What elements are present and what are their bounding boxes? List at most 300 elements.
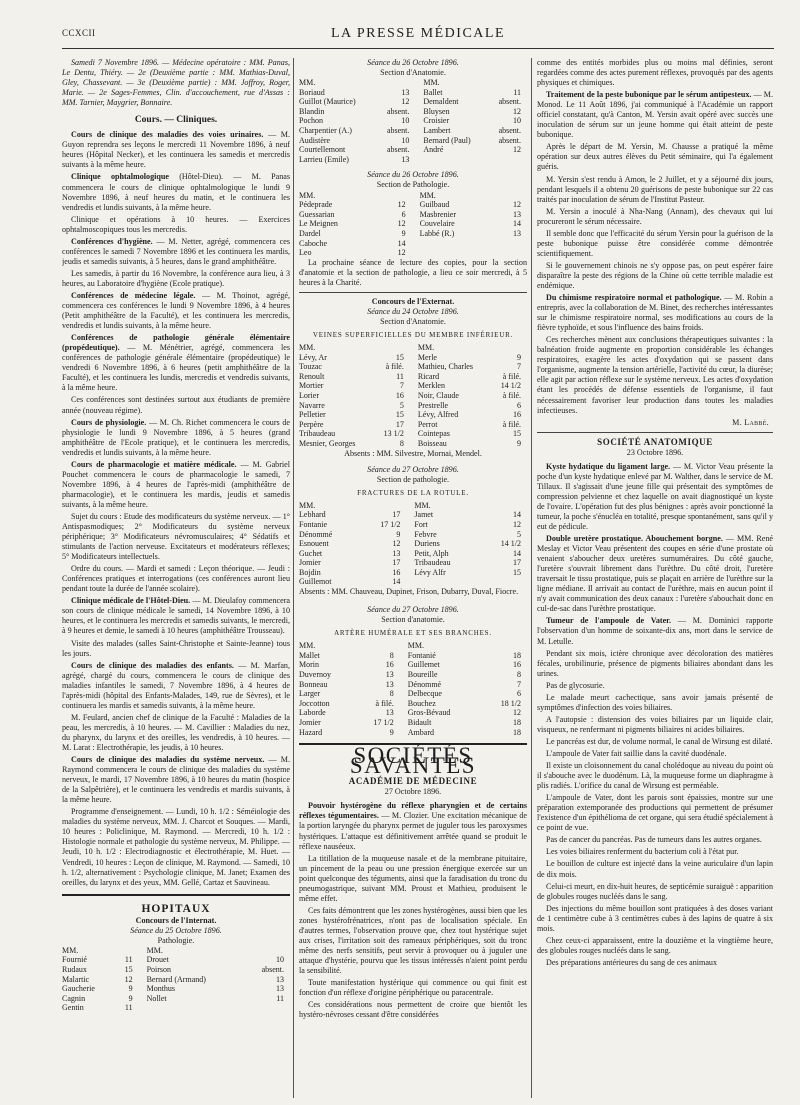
gutter — [410, 381, 418, 391]
exam-subject: VEINES SUPERFICIELLES DU MEMBRE INFÉRIEUR. — [312, 330, 514, 339]
header-rule — [62, 48, 774, 49]
absents-line: Absents : MM. Silvestre, Mornai, Mendel. — [344, 448, 482, 458]
candidate-score: absent. — [498, 135, 521, 145]
gutter — [139, 1003, 147, 1013]
table-row — [299, 728, 527, 738]
candidate-score: 17 1/2 — [373, 718, 394, 728]
gutter — [410, 439, 418, 449]
candidate-score: 17 — [392, 510, 401, 520]
candidate-name: Fort — [414, 519, 428, 529]
gutter — [400, 670, 408, 680]
article-paragraph: Cours de physiologie. — M. Ch. Richet commencera le cours de physiologie le lundi 9 Novembre 1896, à 5 heures (grand amphithéâtre de l'Ecole pratique), et le continuera les mercredis, vendredis et lundis suivants, à la même heure. — [62, 417, 290, 457]
session-section: Section d'anatomie. — [381, 615, 445, 625]
candidate-score: 9 — [128, 993, 133, 1003]
candidate-score: 15 — [513, 567, 521, 577]
candidate-name: Gentin — [62, 1003, 84, 1013]
table-row — [299, 530, 527, 540]
table-row — [62, 955, 290, 965]
gutter — [139, 984, 147, 994]
table-row — [299, 439, 527, 449]
table-row — [299, 549, 527, 559]
candidate-score: 13 — [385, 670, 394, 680]
article-paragraph: Ces faits démontrent que les zones hystérogènes, aussi bien que les zones hystérofrénatrices, n'ont pas de localisation spéciale. En d'autres termes, l'observation prouve que, chez tout hystérique sujet aux crises, l'irritation soit des rameaux périphériques, soit du tronc même des nerfs sensitifs, peut servir à provoquer ou à juguler une attaque d'hystérie, pourvu que les tissus intéressés n'aient point perdu la sensibilité. — [299, 905, 527, 976]
article-paragraph: L'ampoule de Vater fait saillie dans la cavité duodénale. — [546, 749, 727, 758]
candidate-name: Boureille — [407, 670, 438, 680]
candidate-name — [423, 155, 488, 165]
candidate-score: à filé. — [385, 362, 404, 372]
column-left — [62, 58, 290, 1103]
results-table — [62, 946, 290, 1013]
candidate-score: 12 — [397, 248, 406, 258]
candidate-name: Hazard — [299, 727, 323, 737]
candidate-score: 8 — [517, 670, 521, 680]
table-row — [299, 568, 527, 578]
candidate-name: Bonneau — [299, 679, 328, 689]
candidate-name: Bojdin — [299, 567, 321, 577]
section-title-cours: Cours. — Cliniques. — [134, 115, 218, 126]
article-paragraph: Ordre du cours. — Mardi et samedi : Leçon théorique. — Jeudi : Conférences pratiques et interrogations (ces conférences auront lieu pendant toute la durée de l'année scolaire). — [62, 564, 290, 594]
article-paragraph: Le bouillon de culture est injecté dans la veine auriculaire d'un lapin de dix mois. — [537, 859, 773, 879]
candidate-name: Jamet — [414, 510, 434, 520]
candidate-name: Guillemot — [299, 577, 332, 587]
table-row — [299, 670, 527, 680]
candidate-score — [244, 1003, 290, 1013]
candidate-score: 15 — [395, 352, 404, 362]
article-paragraph: Il semble donc que l'efficacité du sérum Yersin pour la guérison de la peste bubonique puisse être considérée comme démontrée scientifiquement. — [537, 228, 773, 258]
session-section: Section d'Anatomie. — [380, 68, 446, 78]
candidate-name: Bidault — [407, 718, 432, 728]
notice-paragraph: La prochaine séance de lecture des copies, pour la section d'anatomie et la section de pathologie, a lieu ce soir mercredi, à 5 heures à la Charité. — [299, 257, 527, 287]
candidate-name: Cagnin — [62, 993, 86, 1003]
candidate-score: 12 — [513, 200, 521, 210]
candidate-score: 17 — [395, 419, 404, 429]
table-row — [299, 372, 527, 382]
candidate-name: Ballet — [423, 87, 443, 97]
author-signature: M. Labbé. — [732, 417, 769, 427]
candidate-name: Guilbaud — [419, 200, 450, 210]
table-row — [299, 718, 527, 728]
article-paragraph: Celui-ci meurt, en dix-huit heures, de septicémie suraiguë : apparition de globules rouges nucléés dans le sang. — [537, 881, 773, 901]
table-header-row: MM. MM. — [299, 78, 440, 88]
table-row — [299, 699, 527, 709]
candidate-name: Boisseau — [417, 438, 447, 448]
candidate-name: Drouet — [146, 955, 169, 965]
table-row — [299, 219, 527, 229]
candidate-score: 15 — [513, 429, 521, 439]
table-header-row: MM. MM. — [299, 343, 435, 353]
candidate-score: 9 — [389, 727, 394, 737]
candidate-score: absent. — [386, 106, 410, 116]
societes-savantes-heading: SOCIÉTÉS SAVANTES — [349, 743, 477, 779]
section-rule — [62, 894, 290, 896]
candidate-name: Bernard (Paul) — [423, 135, 471, 145]
candidate-score — [497, 239, 527, 249]
candidate-score: 16 — [385, 660, 394, 670]
article-paragraph: M. Feulard, ancien chef de clinique de la Faculté : Maladies de la peau, les mercredis, à 10 heures. — M. Cavillier : Maladies du nez, du pharynx, du larynx et des oreilles, les vendredis, à 10 heures. — M. Larat : Electrothérapie, les jeudis, à 10 heures. — [62, 712, 290, 752]
candidate-score: 13 1/2 — [383, 429, 404, 439]
gutter — [410, 353, 418, 363]
results-table — [299, 78, 527, 164]
internat-title: Concours de l'Internat. — [135, 915, 217, 925]
table-row — [299, 136, 527, 146]
absents-line: Absents : MM. Chauveau, Dupinet, Frison, Dubarry, Duval, Fiocre. — [299, 587, 519, 597]
candidate-score: 14 — [392, 577, 401, 587]
gutter — [410, 362, 418, 372]
candidate-score: 12 — [513, 708, 521, 718]
candidate-name: Pochon — [299, 116, 323, 126]
gutter — [406, 577, 414, 587]
candidate-score: 9 — [396, 529, 401, 539]
candidate-score: 10 — [401, 135, 410, 145]
gutter — [406, 510, 414, 520]
candidate-name: Prestrelle — [417, 400, 449, 410]
internat-date: Séance du 25 Octobre 1896. — [130, 925, 222, 935]
table-header-row: MM. MM. — [62, 945, 163, 955]
table-header-row: MM. MM. — [299, 190, 436, 200]
article-paragraph: Le malade meurt cachectique, sans avoir jamais présenté de symptômes d'infection des voies biliaires. — [537, 692, 773, 712]
gutter — [410, 372, 418, 382]
table-row — [299, 577, 527, 587]
exam-schedule-paragraph: Samedi 7 Novembre 1896. — Médecine opératoire : MM. Panas, Le Dentu, Thiéry. — 2e (Deuxième partie : MM. Mathias-Duval, Gley, Chassevant. — 3e (Deuxième partie) : MM. Joffroy, Roger, Marie. — 2e Sages-Femmes, Clin. d'accouchement, rue d'Assas : MM. Tarnier, Maygrier, Bonnaire. — [62, 58, 290, 108]
candidate-name: Lorier — [299, 390, 319, 400]
table-row — [299, 381, 527, 391]
candidate-score: 14 — [397, 238, 406, 248]
candidate-score: 12 — [392, 539, 401, 549]
candidate-score: 12 — [124, 974, 133, 984]
gutter — [410, 410, 418, 420]
candidate-score: 11 — [396, 371, 404, 381]
candidate-score: 11 — [124, 1003, 133, 1013]
candidate-score: 7 — [517, 362, 521, 372]
candidate-name: Gaucherie — [62, 984, 95, 994]
candidate-score: 9 — [517, 352, 521, 362]
table-header-row: MM. MM. — [299, 500, 431, 510]
table-row — [299, 229, 527, 239]
candidate-score: 6 — [517, 689, 521, 699]
table-row — [299, 510, 527, 520]
article-paragraph: A l'autopsie : distension des voies biliaires par un liquide clair, visqueux, ne renfermant ni pigments biliaires ni acides biliaires. — [537, 714, 773, 734]
candidate-score: 18 — [513, 650, 521, 660]
gutter — [415, 126, 423, 136]
candidate-name: Mallet — [299, 650, 320, 660]
candidate-name: Labbé (R.) — [419, 228, 455, 238]
gutter — [400, 689, 408, 699]
candidate-score: 18 — [513, 718, 521, 728]
academie-heading: ACADÉMIE DE MÉDECINE — [348, 776, 478, 787]
candidate-name: Fontanié — [407, 650, 436, 660]
candidate-score: 17 — [392, 558, 401, 568]
exam-subject: FRACTURES DE LA ROTULE. — [357, 488, 469, 497]
candidate-name: Tribaudeau — [414, 558, 451, 568]
article-paragraph: Ces recherches mènent aux conclusions thérapeutiques suivantes : la balnéation froide augmente en proportion considérable les échanges respiratoires, exagère les actes d'oxydation qui se passent dans l'organisme, augmente la tension artérielle, l'activité du cœur, la diurèse; elle agit par action réflexe sur le système nerveux. Les actes d'oxydation étant les procédés de défense essentiels de l'organisme, il faut nécessairement favoriser leur production dans toutes les maladies infectieuses. — [537, 335, 773, 415]
candidate-name: Couvelaire — [419, 219, 455, 229]
gutter — [415, 136, 423, 146]
table-row — [299, 145, 527, 155]
candidate-name: André — [423, 145, 444, 155]
table-row — [299, 520, 527, 530]
article-paragraph: Cours de clinique des maladies des enfants. — M. Marfan, agrégé, chargé du cours, commencera le cours de clinique des maladies infantiles le samedi, 7 Novembre 1896, à 4 heures de l'après-midi (hôpital des Enfants-Malades, 149, rue de Sèvres), et le continuera les mardis et samedis suivants, à la même heure. — [62, 660, 290, 710]
candidate-score: absent. — [386, 145, 410, 155]
gutter — [400, 680, 408, 690]
table-row — [299, 391, 527, 401]
candidate-name: Larrieu (Emile) — [299, 154, 349, 164]
article-paragraph: Cours de pharmacologie et matière médicale. — M. Gabriel Pouchet commencera le cours de pharmacologie le samedi, 7 Novembre 1896, à 4 heures de l'après-midi (amphithéâtre de pharmacologie), et le continuera les mardis, jeudis et samedis suivants, à la même heure. — [62, 459, 290, 509]
candidate-name: Rudaux — [62, 965, 87, 975]
gutter — [139, 994, 147, 1004]
candidate-score: 14 — [513, 510, 521, 520]
article-paragraph: Conférences de pathologie générale élémentaire (propédeutique). — M. Ménétrier, agrégé, commencera les conférences de pathologie générale élémentaire (propédeutique) le vendredi 6 Novembre 1896, à 6 heures (petit amphithéâtre de la Faculté), et les continuera les lundis, mercredis et vendredis suivants, à la même heure. — [62, 333, 290, 393]
table-row — [62, 965, 290, 975]
article-paragraph: La titillation de la muqueuse nasale et de la membrane pituitaire, un pincement de la peau ou une pression énergique exercée sur un point quelconque des téguments, ainsi que la faradisation du tronc du pneumogastrique, suivant MM. Proust et Mathieu, produisent le même effet. — [299, 853, 527, 903]
table-row — [299, 210, 527, 220]
table-row — [62, 984, 290, 994]
candidate-score: 12 — [397, 200, 406, 210]
candidate-name: Masbrenier — [419, 209, 457, 219]
candidate-name: Fontanie — [299, 519, 327, 529]
candidate-name: Merklen — [417, 381, 445, 391]
page-header — [62, 26, 774, 44]
candidate-score: 11 — [124, 955, 133, 965]
candidate-name: Delbecque — [407, 689, 442, 699]
article-paragraph: Les voies biliaires renferment du bacterium coli à l'état pur. — [546, 847, 739, 857]
article-paragraph: Le pancréas est dur, de volume normal, le canal de Wirsung est dilaté. — [546, 736, 773, 746]
candidate-score: 6 — [517, 400, 521, 410]
candidate-name: Lévy, Ar — [299, 352, 327, 362]
article-paragraph: Cours de clinique des maladies des voies urinaires. — M. Guyon reprendra ses leçons le mercredi 11 Novembre 1896, à neuf heures (Hôpital Necker), et les continuera les samedis et mercredis suivants à la même heure. — [62, 130, 290, 170]
candidate-score: absent. — [386, 126, 410, 136]
candidate-name: Demaldent — [423, 97, 459, 107]
candidate-score: absent. — [498, 126, 521, 136]
gutter — [406, 530, 414, 540]
candidate-score: 7 — [399, 381, 404, 391]
candidate-name: Jomier — [299, 718, 321, 728]
gutter — [400, 699, 408, 709]
candidate-name: Boriaud — [299, 87, 325, 97]
candidate-name: Leo — [299, 248, 312, 258]
table-row — [299, 116, 527, 126]
gutter — [415, 145, 423, 155]
session-date: Séance du 27 Octobre 1896. — [367, 464, 459, 474]
section-rule — [537, 432, 773, 433]
candidate-name: Navarre — [299, 400, 325, 410]
gutter — [412, 210, 420, 220]
candidate-score: 13 — [392, 548, 401, 558]
article-paragraph: Des préparations antérieures du sang de ces animaux — [546, 957, 718, 967]
column-right — [537, 58, 773, 1103]
candidate-score: à filé. — [502, 390, 521, 400]
article-paragraph: Clinique médicale de l'Hôtel-Dieu. — M. Dieulafoy commencera son cours de clinique médicale le samedi, 14 Novembre 1896, à 10 heures, et le continuera les mercredis et samedis suivants, le mercredi, à 9 heures et demie, le samedi à 10 heures (amphithéâtre Trousseau). — [62, 596, 290, 636]
article-paragraph: Les samedis, à partir du 16 Novembre, la conférence aura lieu, à 3 heures, au Laboratoire d'hygiène (Ecole pratique). — [62, 268, 290, 288]
candidate-score: 17 — [513, 558, 521, 568]
article-paragraph: Du chimisme respiratoire normal et pathologique. — M. Robin a entrepris, avec la collaboration de M. Binet, des recherches intéressantes sur le chimisme respiratoire normal, ses modifications au cours de la fièvre typhoïde, et sous l'influence des bains froids. — [537, 293, 773, 333]
gutter — [400, 728, 408, 738]
candidate-score: 6 — [401, 209, 406, 219]
candidate-score: 12 — [401, 97, 410, 107]
candidate-score: 8 — [389, 689, 394, 699]
gutter — [410, 391, 418, 401]
table-row — [62, 975, 290, 985]
candidate-name: Monthus — [146, 984, 176, 994]
gutter — [412, 219, 420, 229]
session-date: Séance du 26 Octobre 1896. — [367, 170, 459, 180]
candidate-name: Ambard — [407, 727, 434, 737]
candidate-score: à filé. — [375, 698, 394, 708]
candidate-name: Lévy Alfr — [414, 567, 446, 577]
candidate-score — [488, 155, 527, 165]
candidate-name: Guillemet — [407, 660, 440, 670]
table-row — [299, 429, 527, 439]
candidate-name: Bernard (Armand) — [146, 974, 206, 984]
article-paragraph: Des injections du même bouillon sont pratiquées à des doses variant de 1 centimètre cube à 3 centimètres cubes à des lapins de quatre à six mois. — [537, 903, 773, 933]
article-paragraph: Double uretère prostatique. Abouchement borgne. — MM. René Meslay et Victor Veau présentent des coupes en série d'une prostate où venaient s'aboucher deux uretères surnuméraires. Du côté gauche, l'uretère s'ouvrait librement dans l'urèthre. Du côté droit, l'uretère traversait le tissu prostatique, puis se plaçait en arrière de l'urèthre sur la ligne médiane. Il arrivait au contact de l'urèthre, mais en aucun point il n'y avait communication des deux canaux : l'uretère s'abouchait donc en cul-de-sac dans l'urèthre prostatique. — [537, 534, 773, 614]
societe-anatomique-heading: SOCIÉTÉ ANATOMIQUE — [597, 436, 713, 447]
gutter — [139, 965, 147, 975]
article-paragraph: Cours de clinique des maladies du système nerveux. — M. Raymond commencera le cours de clinique des maladies du système nerveux, le mardi, 17 Novembre 1896, à 10 heures du matin (hospice de la Salpêtrière), et le continuera les vendredis et mardis suivants, à la même heure. — [62, 755, 290, 805]
candidate-name: Pédeprade — [299, 200, 333, 210]
candidate-score: 13 — [513, 209, 521, 219]
article-paragraph: Conférences d'hygiène. — M. Netter, agrégé, commencera ces conférences le samedi 7 Novembre 1896 et les continuera les mardis, jeudis et samedis suivants, à 5 heures, dans le grand amphithéâtre. — [62, 236, 290, 266]
table-row — [299, 558, 527, 568]
column-divider — [293, 58, 294, 1098]
candidate-score: 16 — [392, 567, 401, 577]
table-row — [299, 708, 527, 718]
gutter — [412, 229, 420, 239]
article-paragraph: Il existe un cloisonnement du canal cholédoque au niveau du point où il s'abouche avec le duodénum. Là, la muqueuse forme un diaphragme à plis radiés. L'orifice du canal de Wirsung est perméable. — [537, 761, 773, 791]
candidate-name: Jomier — [299, 558, 321, 568]
candidate-score: 10 — [276, 955, 284, 965]
gutter — [415, 155, 423, 165]
candidate-score: à filé. — [502, 419, 521, 429]
table-row — [299, 410, 527, 420]
candidate-name: Lebhard — [299, 510, 326, 520]
candidate-name: Caboche — [299, 238, 327, 248]
table-row — [299, 107, 527, 117]
candidate-score: 12 — [513, 106, 521, 116]
article-paragraph: L'ampoule de Vater, dont les parois sont épaissies, montre sur une préparation extemporanée des productions qui permettent de présumer l'existence d'un épithélioma de cet organe, qui sera étudié spécialement à ce point de vue. — [537, 793, 773, 833]
candidate-score — [480, 577, 527, 587]
session-date: Séance du 26 Octobre 1896. — [367, 58, 459, 67]
hopitaux-heading: HOPITAUX — [141, 902, 211, 915]
societe-date: 23 Octobre 1896. — [626, 447, 684, 457]
gutter — [410, 401, 418, 411]
gutter — [139, 955, 147, 965]
candidate-score: 13 — [385, 679, 394, 689]
candidate-name: Merle — [417, 352, 437, 362]
journal-title: LA PRESSE MÉDICALE — [330, 26, 505, 41]
candidate-name: Laborde — [299, 708, 326, 718]
candidate-name: Charpentier (A.) — [299, 126, 352, 136]
table-row — [299, 353, 527, 363]
candidate-name: Le Meignen — [299, 219, 338, 229]
article-paragraph: Clinique et opérations à 10 heures. — Exercices ophtalmoscopiques tous les mercredis. — [62, 214, 290, 234]
candidate-name: Duvernoy — [299, 670, 331, 680]
article-paragraph: Si le gouvernement chinois ne s'y oppose pas, on peut espérer faire disparaître la peste des régions de la Chine où cette terrible maladie est endémique. — [537, 260, 773, 290]
externat-title: Concours de l'Externat. — [371, 296, 455, 306]
table-row — [299, 420, 527, 430]
candidate-name: Lambert — [423, 126, 451, 136]
article-paragraph: Ces conférences sont destinées surtout aux étudiants de première année (nouveau régime). — [62, 395, 290, 415]
gutter — [406, 539, 414, 549]
article-paragraph: Toute manifestation hystérique qui commence ou qui finit est fonction d'un réflexe d'origine périphérique ou paracentrale. — [299, 978, 527, 998]
candidate-name: Tribaudeau — [299, 429, 336, 439]
page-number: CCXCII — [62, 28, 96, 38]
gutter — [410, 420, 418, 430]
candidate-score: 13 — [401, 87, 410, 97]
candidate-score: 14 — [513, 219, 521, 229]
candidate-name: Nollet — [146, 993, 167, 1003]
candidate-score: 16 — [513, 660, 521, 670]
gutter — [415, 97, 423, 107]
candidate-name: Dénommé — [407, 679, 442, 689]
results-table — [299, 641, 527, 737]
gutter — [410, 429, 418, 439]
candidate-score: 15 — [124, 965, 133, 975]
article-paragraph: comme des entités morbides plus ou moins mal définies, seront regardées comme des actes purement réflexes, provoqués par des agents physiques et chimiques. — [537, 58, 773, 88]
candidate-name: Febvre — [414, 529, 437, 539]
candidate-score: 9 — [128, 984, 133, 994]
candidate-score: à filé. — [502, 371, 521, 381]
session-date: Séance du 24 Octobre 1896. — [367, 306, 459, 316]
gutter — [139, 975, 147, 985]
gutter — [415, 88, 423, 98]
gutter — [400, 718, 408, 728]
candidate-name: Malartic — [62, 974, 90, 984]
candidate-score: 18 — [513, 727, 521, 737]
section-rule — [299, 292, 527, 293]
candidate-name: Renoult — [299, 371, 325, 381]
candidate-score: 10 — [513, 116, 521, 126]
gutter — [400, 660, 408, 670]
candidate-name: Ricard — [417, 371, 440, 381]
table-row — [299, 651, 527, 661]
candidate-name: Mesnier, Georges — [299, 438, 356, 448]
candidate-score: absent. — [261, 965, 284, 975]
table-row — [299, 200, 527, 210]
article-paragraph: Ces considérations nous permettent de croire que bientôt les hystéro-névroses cessant d'être considérées — [299, 1000, 527, 1020]
session-section: Section d'Anatomie. — [380, 316, 446, 326]
candidate-score: 17 1/2 — [380, 519, 401, 529]
candidate-score: 18 1/2 — [500, 698, 521, 708]
candidate-name: Bluysen — [423, 106, 450, 116]
results-table — [299, 191, 527, 258]
candidate-score: 14 1/2 — [500, 381, 521, 391]
candidate-name: Joccotton — [299, 698, 330, 708]
table-row — [299, 155, 527, 165]
candidate-score: 5 — [517, 529, 521, 539]
candidate-score: 7 — [517, 679, 521, 689]
candidate-score: 12 — [513, 145, 521, 155]
candidate-name: Guchet — [299, 548, 323, 558]
article-paragraph: Kyste hydatique du ligament large. — M. Victor Veau présente la poche d'un kyste hydatique enlevé par M. Walther, dans le service de M. Tillaux. Il s'agissait d'une jeune fille qui présentait des symptômes de compression pelvienne et chez laquelle on avait diagnostiqué un kyste de l'ovaire. L'opération fut des plus bénignes : après avoir ponctionné la tumeur, la poche s'énucléa en totalité, presque spontanément, sans qu'il y eut de pédicule. — [537, 461, 773, 532]
session-section: Section de pathologie. — [376, 474, 450, 484]
candidate-name: Bouchez — [407, 698, 436, 708]
candidate-score: 10 — [401, 116, 410, 126]
gutter — [412, 239, 420, 249]
candidate-score: 14 1/2 — [500, 539, 521, 549]
gutter — [406, 549, 414, 559]
candidate-name: Duriens — [414, 539, 440, 549]
table-row — [62, 1003, 290, 1013]
internat-section: Pathologie. — [157, 935, 195, 945]
table-header-row: MM. MM. — [299, 641, 424, 651]
candidate-name: Perrot — [417, 419, 438, 429]
candidate-name: Mortier — [299, 381, 324, 391]
candidate-name: Lévy, Alfred — [417, 410, 459, 420]
table-row — [299, 689, 527, 699]
candidate-score: 13 — [276, 974, 284, 984]
session-date: Séance du 27 Octobre 1896. — [367, 605, 459, 615]
gutter — [412, 200, 420, 210]
